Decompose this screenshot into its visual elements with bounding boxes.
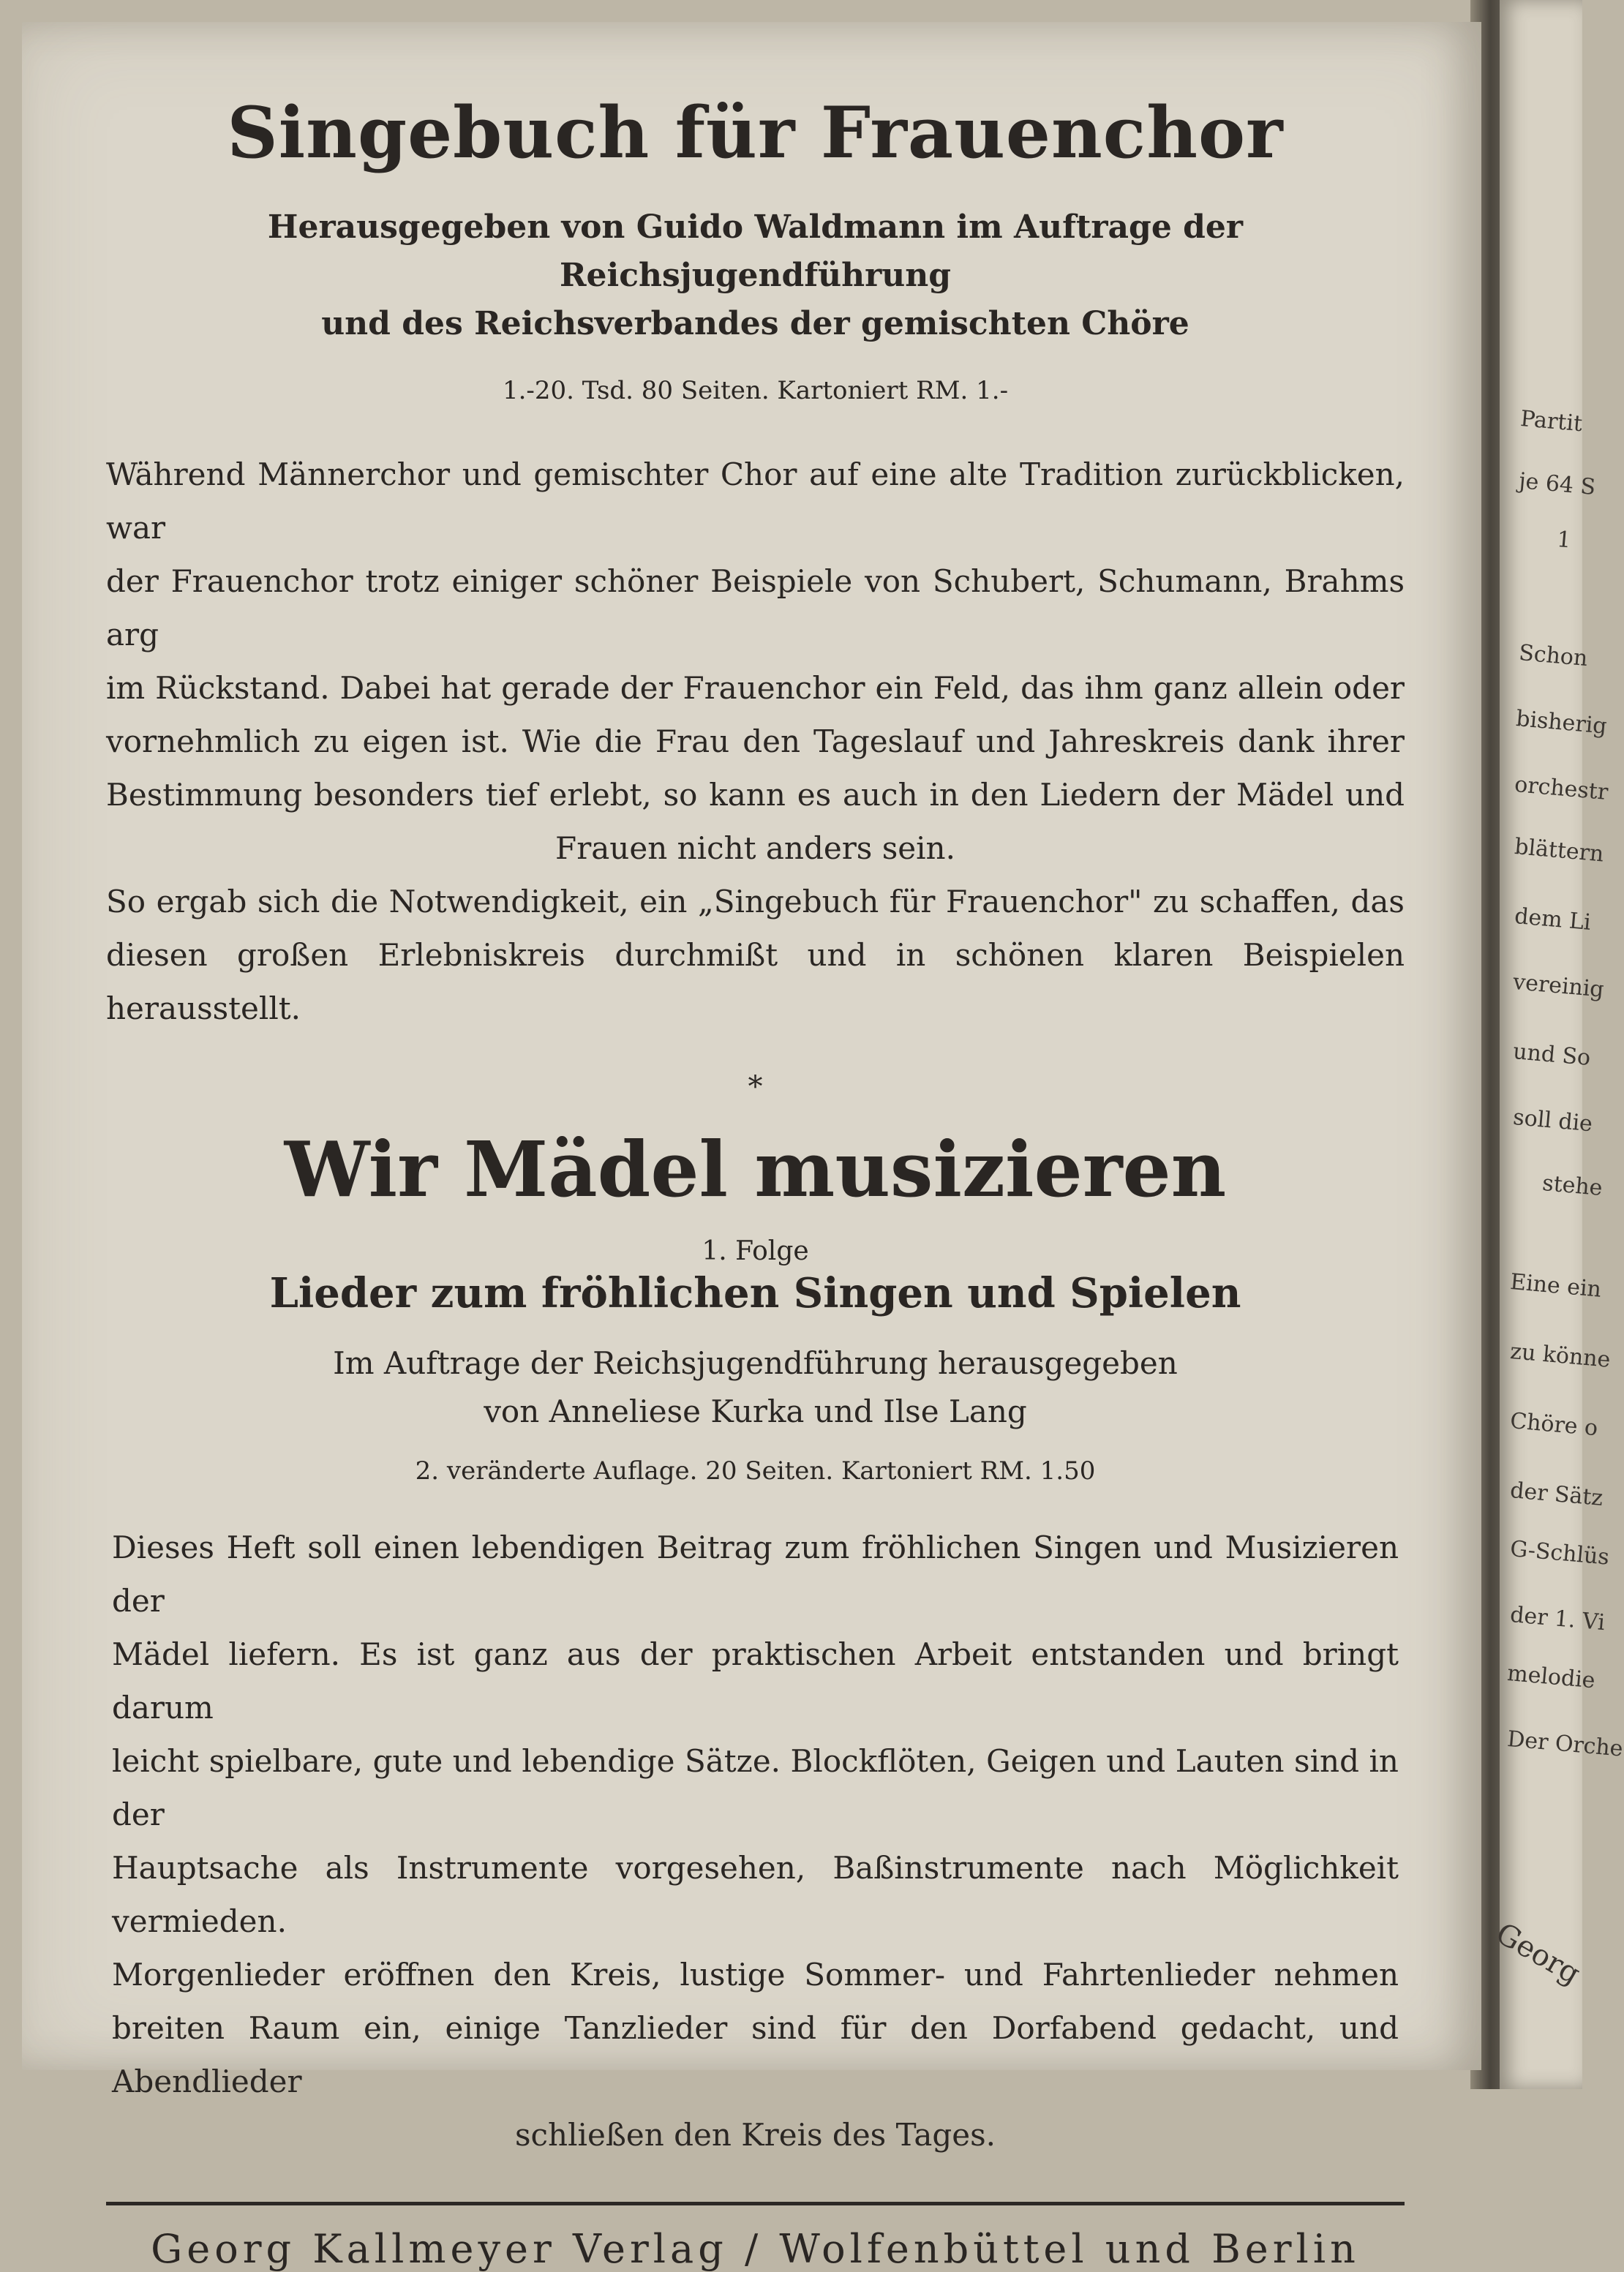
text-line: Morgenlieder eröffnen den Kreis, lustige Sommer- und Fahrtenlieder nehmen <box>112 1957 1399 1993</box>
right-page-fragment: Georg <box>1490 1916 1586 1992</box>
book2-section <box>106 1124 1405 2162</box>
right-page-fragment: je 64 S <box>1517 468 1597 501</box>
right-page-fragment: dem Li <box>1513 903 1593 936</box>
book2-description <box>106 1521 1405 2162</box>
page-content <box>106 69 1405 2272</box>
right-page-fragment: Schon <box>1517 640 1589 672</box>
right-page-fragment: melodie <box>1505 1660 1596 1694</box>
book1-section <box>106 91 1405 1035</box>
right-page-fragment: der 1. Vi <box>1508 1602 1606 1636</box>
right-page-fragment: orchestr <box>1513 772 1609 806</box>
right-page-fragment: stehe <box>1541 1170 1604 1202</box>
book2-meta: 2. veränderte Auflage. 20 Seiten. Kartoniert RM. 1.50 <box>415 1456 1096 1486</box>
section-separator: * <box>748 1070 763 1104</box>
text-line: So ergab sich die Notwendigkeit, ein „Singebuch für Frauenchor" zu schaffen, das <box>106 884 1405 919</box>
right-page-edge <box>1490 0 1624 2089</box>
text-line: vornehmlich zu eigen ist. Wie die Frau den Tageslauf und Jahreskreis dank ihrer <box>106 723 1405 759</box>
book1-meta: 1.-20. Tsd. 80 Seiten. Kartoniert RM. 1.- <box>502 376 1009 405</box>
book2-series: 1. Folge <box>702 1236 809 1266</box>
book1-title: Singebuch für Frauenchor <box>227 91 1284 174</box>
right-page-fragment: zu könne <box>1508 1339 1612 1373</box>
book2-editor-line2: von Anneliese Kurka und Ilse Lang <box>484 1393 1027 1429</box>
book1-description <box>106 448 1405 1035</box>
right-page-fragment: bisherig <box>1514 706 1608 740</box>
text-line: leicht spielbare, gute und lebendige Sätze. Blockflöten, Geigen und Lauten sind in der <box>112 1743 1399 1832</box>
text-line: Während Männerchor und gemischter Chor auf eine alte Tradition zurückblicken, war <box>106 456 1405 546</box>
text-line: diesen großen Erlebniskreis durchmißt und in schönen klaren Beispielen herausstellt. <box>106 937 1405 1026</box>
publisher-footer: Georg Kallmeyer Verlag / Wolfenbüttel und Berlin <box>151 2226 1360 2272</box>
footer-rule <box>106 2202 1405 2205</box>
text-line: der Frauenchor trotz einiger schöner Beispiele von Schubert, Schumann, Brahms arg <box>106 563 1405 652</box>
right-page-fragment: Eine ein <box>1508 1269 1603 1303</box>
book2-editor-line1: Im Auftrage der Reichsjugendführung herausgegeben <box>333 1345 1178 1381</box>
text-line: Mädel liefern. Es ist ganz aus der praktischen Arbeit entstanden und bringt darum <box>112 1636 1399 1726</box>
right-page-fragment: blättern <box>1513 834 1605 868</box>
text-line: Dieses Heft soll einen lebendigen Beitrag zum fröhlichen Singen und Musizieren der <box>112 1530 1399 1619</box>
right-page-fragment: 1 <box>1555 527 1573 554</box>
right-page-fragment: soll die <box>1511 1105 1594 1137</box>
right-page-fragment: und So <box>1511 1039 1592 1072</box>
text-line: schließen den Kreis des Tages. <box>514 2117 996 2153</box>
book1-editor-line1: Herausgegeben von Guido Waldmann im Auftrage der Reichsjugendführung <box>267 208 1244 294</box>
right-page-fragment: der Sätz <box>1508 1478 1604 1511</box>
text-line: im Rückstand. Dabei hat gerade der Frauenchor ein Feld, das ihm ganz allein oder <box>106 670 1405 706</box>
right-page-fragment: Chöre o <box>1508 1408 1599 1442</box>
right-page-fragment: G-Schlüs <box>1508 1536 1611 1571</box>
text-line: Frauen nicht anders sein. <box>555 830 955 866</box>
book2-title: Wir Mädel musizieren <box>284 1124 1227 1214</box>
text-line: Bestimmung besonders tief erlebt, so kann es auch in den Liedern der Mädel und <box>106 777 1405 813</box>
book1-editor-line2: und des Reichsverbandes der gemischten Chöre <box>321 305 1189 342</box>
right-page-fragment: Der Orche <box>1505 1726 1624 1762</box>
right-page-fragment: Partit <box>1519 406 1584 437</box>
text-line: Hauptsache als Instrumente vorgesehen, Baßinstrumente nach Möglichkeit vermieden. <box>112 1850 1399 1939</box>
text-line: breiten Raum ein, einige Tanzlieder sind für den Dorfabend gedacht, und Abendlieder <box>112 2010 1399 2099</box>
right-page-fragment: vereinig <box>1511 969 1606 1003</box>
book2-subtitle: Lieder zum fröhlichen Singen und Spielen <box>269 1269 1241 1317</box>
